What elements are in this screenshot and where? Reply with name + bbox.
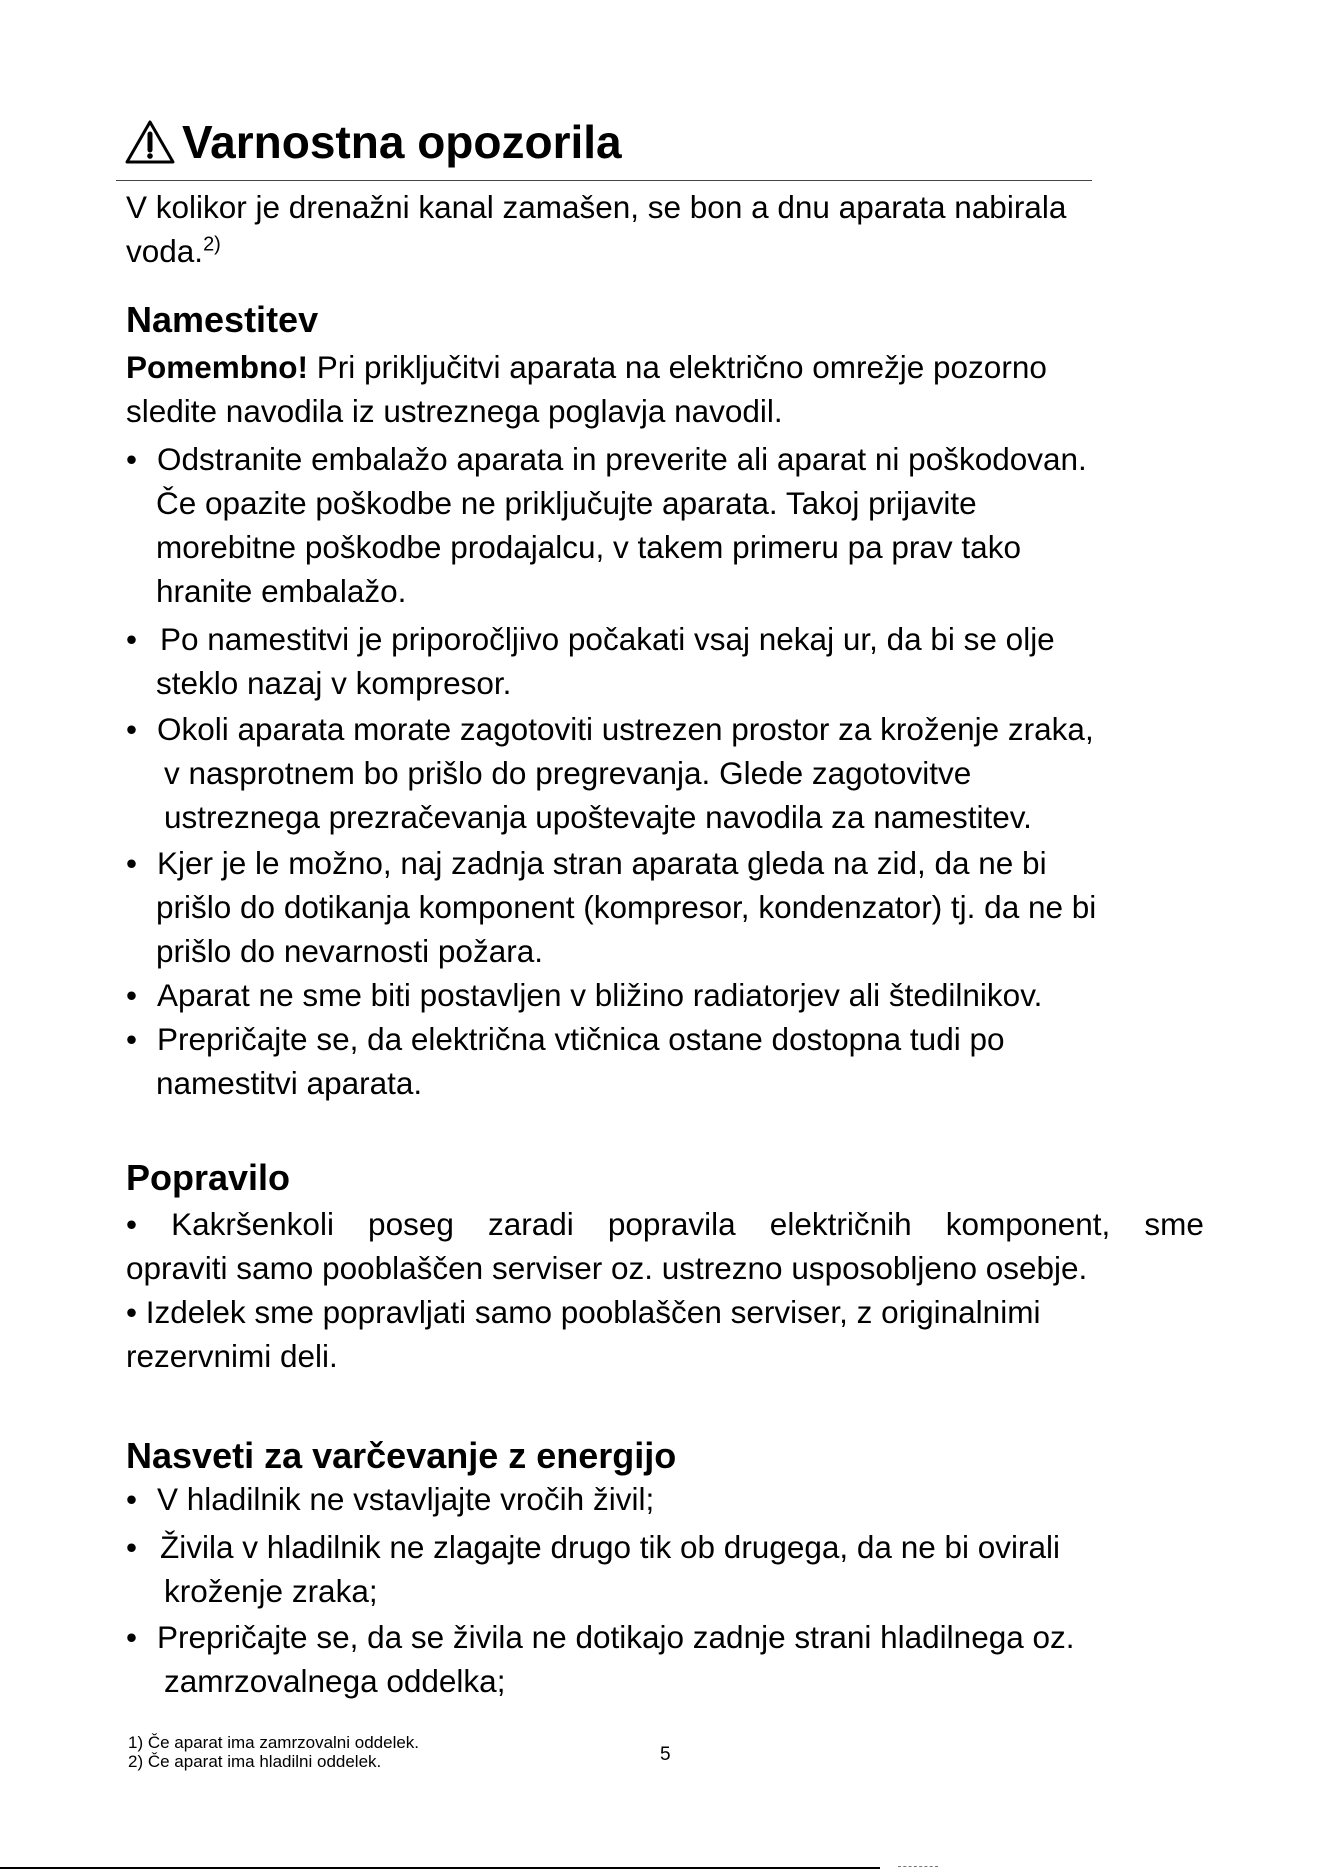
page-title-text: Varnostna opozorila <box>182 116 622 168</box>
repair-paragraph-1-line-2: opraviti samo pooblaščen serviser oz. ustrezno usposobljeno osebje. <box>126 1250 1088 1286</box>
install-bullet-1-line-2: Če opazite poškodbe ne priključujte aparata. Takoj prijavite <box>156 485 977 521</box>
footnote-1: 1) Če aparat ima zamrzovalni oddelek. <box>128 1733 420 1752</box>
bullet-marker: • <box>126 621 138 657</box>
intro-line-1: V kolikor je drenažni kanal zamašen, se bon a dnu aparata nabirala <box>126 189 1067 225</box>
section-heading-repair: Popravilo <box>126 1157 291 1198</box>
energy-bullet-2-line-1: Živila v hladilnik ne zlagajte drugo tik ob drugega, da ne bi ovirali <box>160 1529 1061 1565</box>
install-bullet-2-line-2: steklo nazaj v kompresor. <box>156 665 512 701</box>
bottom-divider <box>0 1867 880 1869</box>
install-bullet-1-line-1: Odstranite embalažo aparata in preverite ali aparat ni poškodovan. <box>157 441 1087 477</box>
bullet-marker: • <box>126 441 138 477</box>
install-important-line-1: Pomembno! Pri priključitvi aparata na električno omrežje pozorno <box>126 349 1047 385</box>
repair-paragraph-1-line-1 <box>126 1202 1204 1246</box>
install-bullet-3-line-2: v nasprotnem bo prišlo do pregrevanja. Glede zagotovitve <box>164 755 972 791</box>
repair-word: poseg <box>368 1206 454 1242</box>
repair-word: sme <box>1144 1206 1204 1242</box>
important-label: Pomembno! <box>126 349 309 385</box>
install-bullet-3-line-1: Okoli aparata morate zagotoviti ustrezen prostor za kroženje zraka, <box>157 711 1094 747</box>
footnote-2: 2) Če aparat ima hladilni oddelek. <box>128 1752 382 1771</box>
bullet-marker: • <box>126 1021 138 1057</box>
bullet-marker: • <box>126 1619 138 1655</box>
install-bullet-2-line-1: Po namestitvi je priporočljivo počakati vsaj nekaj ur, da bi se olje <box>160 621 1055 657</box>
install-bullet-4-line-3: prišlo do nevarnosti požara. <box>156 933 543 969</box>
title-divider <box>116 180 1092 181</box>
repair-word: Kakršenkoli <box>171 1206 334 1242</box>
install-bullet-1-line-3: morebitne poškodbe prodajalcu, v takem primeru pa prav tako <box>156 529 1021 565</box>
energy-bullet-3-line-2: zamrzovalnega oddelka; <box>164 1663 506 1699</box>
repair-word: zaradi <box>487 1206 574 1242</box>
install-bullet-3-line-3: ustreznega prezračevanja upoštevajte navodila za namestitev. <box>164 799 1032 835</box>
page-title <box>124 112 622 172</box>
repair-paragraph-2-line-2: rezervnimi deli. <box>126 1338 338 1374</box>
footnote-ref-2: 2) <box>203 233 221 256</box>
energy-bullet-3-line-1: Prepričajte se, da se živila ne dotikajo zadnje strani hladilnega oz. <box>157 1619 1075 1655</box>
bullet-marker: • <box>126 1529 138 1565</box>
bullet-marker: • <box>126 1481 138 1517</box>
install-bullet-6-line-2: namestitvi aparata. <box>156 1065 423 1101</box>
repair-paragraph-2-line-1: • Izdelek sme popravljati samo pooblaščen serviser, z originalnimi <box>126 1294 1041 1330</box>
repair-word: komponent, <box>945 1206 1111 1242</box>
warning-triangle-icon <box>124 118 176 166</box>
bullet-marker: • <box>126 977 138 1013</box>
install-bullet-5-line-1: Aparat ne sme biti postavljen v bližino radiatorjev ali štedilnikov. <box>157 977 1043 1013</box>
bottom-margin-mark <box>898 1866 938 1867</box>
install-bullet-4-line-1: Kjer je le možno, naj zadnja stran aparata gleda na zid, da ne bi <box>157 845 1047 881</box>
energy-bullet-1-line-1: V hladilnik ne vstavljajte vročih živil; <box>157 1481 655 1517</box>
install-important-line-2: sledite navodila iz ustreznega poglavja navodil. <box>126 393 783 429</box>
bullet-marker: • <box>126 711 138 747</box>
install-bullet-4-line-2: prišlo do dotikanja komponent (kompresor, kondenzator) tj. da ne bi <box>156 889 1097 925</box>
bullet-marker: • <box>126 845 138 881</box>
install-bullet-1-line-4: hranite embalažo. <box>156 573 407 609</box>
install-bullet-6-line-1: Prepričajte se, da električna vtičnica ostane dostopna tudi po <box>157 1021 1005 1057</box>
page-number: 5 <box>660 1744 671 1765</box>
repair-word: popravila <box>607 1206 736 1242</box>
energy-bullet-2-line-2: kroženje zraka; <box>164 1573 378 1609</box>
section-heading-energy: Nasveti za varčevanje z energijo <box>126 1435 677 1476</box>
intro-line-2: voda.$^{2)}$ <box>126 233 221 269</box>
section-heading-install: Namestitev <box>126 299 319 340</box>
repair-word: električnih <box>769 1206 912 1242</box>
bullet-marker: • <box>126 1206 138 1242</box>
